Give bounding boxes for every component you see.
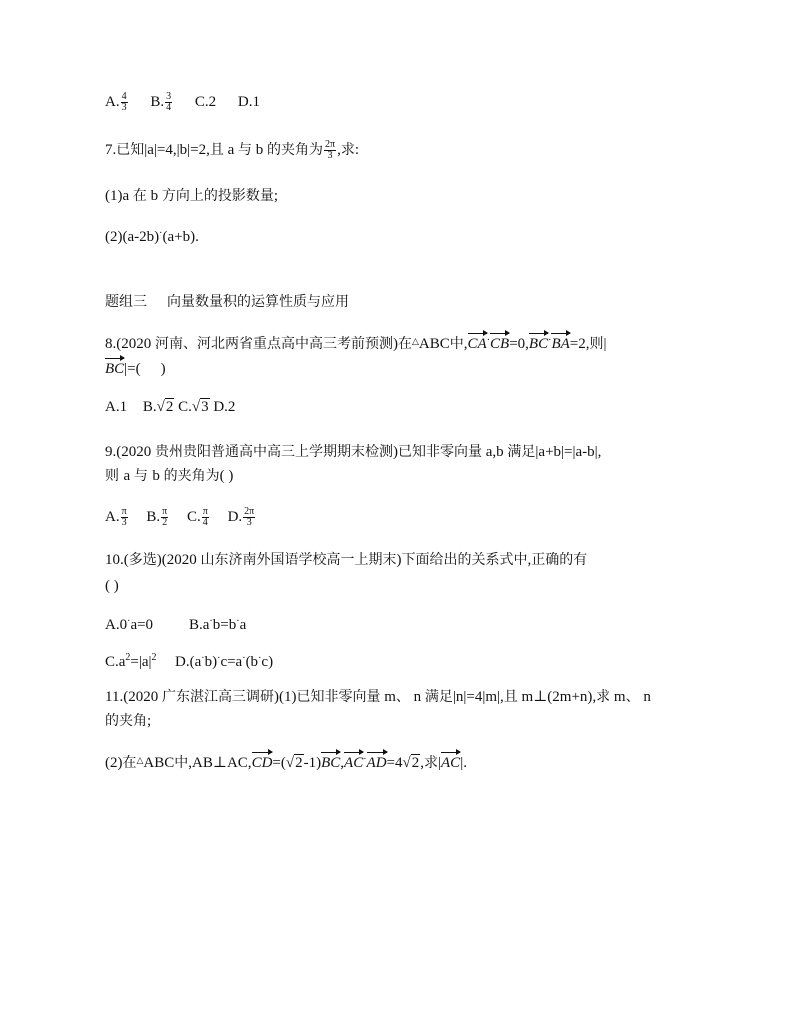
q8-option-b: B.√2	[142, 399, 174, 415]
q10-stem-cont: ( )	[105, 578, 119, 594]
q10-option-d: D.(a·b)·c=a·(b·c)	[175, 653, 274, 670]
q10-stem: 10.(多选)(2020 山东济南外国语学校高一上期末)下面给出的关系式中,正确的有	[105, 552, 588, 568]
q9-options	[105, 507, 256, 528]
q9-option-c: C. $\frac{\pi}{4}$	[186, 506, 208, 529]
q10-options-row2	[105, 648, 273, 672]
q6-options	[105, 92, 260, 113]
q11-part2: (2)在△ABC中,AB⊥AC,CD=(√2-1)BC,AC·AD=4√2,求|AC|.	[105, 750, 467, 773]
q10-options-row1	[105, 612, 246, 635]
q10-option-c: $C.a^2=|a|^2$	[105, 652, 157, 670]
q7-part2: (2)(a-2b)·(a+b).	[105, 228, 199, 245]
q9-stem-cont: 则 a 与 b 的夹角为( )	[105, 468, 234, 484]
section-subtitle: 向量数量积的运算性质与应用	[167, 294, 349, 310]
section-title: 题组三	[105, 294, 147, 310]
q8-options	[105, 397, 235, 417]
q10-option-b: B.a·b=b·a	[189, 616, 247, 633]
q7-stem: 7.已知|a|=4,|b|=2,且 a 与 b 的夹角为 $\frac{2\pi}{3}$ ,求:	[105, 139, 359, 162]
q6-option-c: C.2	[194, 94, 217, 110]
section-heading	[105, 292, 349, 312]
q7-part1: (1)a 在 b 方向上的投影数量;	[105, 188, 279, 204]
q6-option-b: B. $\frac{3}{4}$	[150, 91, 172, 114]
q11-part1: 11.(2020 广东湛江高三调研)(1)已知非零向量 m、 n 满足|n|=4|m|,且 m⊥(2m+n),求 m、 n	[105, 689, 651, 705]
q8-option-d: D.2	[213, 399, 236, 415]
q8-stem-cont: BC|=( )	[105, 356, 166, 379]
q6-option-d: D.1	[237, 94, 260, 110]
q9-stem: 9.(2020 贵州贵阳普通高中高三上学期期末检测)已知非零向量 a,b 满足|a+b|=|a-b|,	[105, 444, 602, 460]
q9-option-d: D. $\frac{2\pi}{3}$	[227, 506, 255, 529]
q11-part1-cont: 的夹角;	[105, 713, 152, 729]
q9-option-b: B. $\frac{\pi}{2}$	[146, 506, 168, 529]
q10-option-a: A.0·a=0	[105, 616, 154, 633]
q9-option-a: A. $\frac{\pi}{3}$	[105, 506, 127, 529]
q8-stem: 8.(2020 河南、河北两省重点高中高三考前预测)在△ABC中,CA·CB=0,BC·BA=2,则|	[105, 331, 607, 354]
q6-option-a: A. $\frac{4}{3}$	[105, 91, 127, 114]
q8-option-a: A.1	[105, 399, 128, 415]
q8-option-c: C.√3	[178, 399, 209, 415]
